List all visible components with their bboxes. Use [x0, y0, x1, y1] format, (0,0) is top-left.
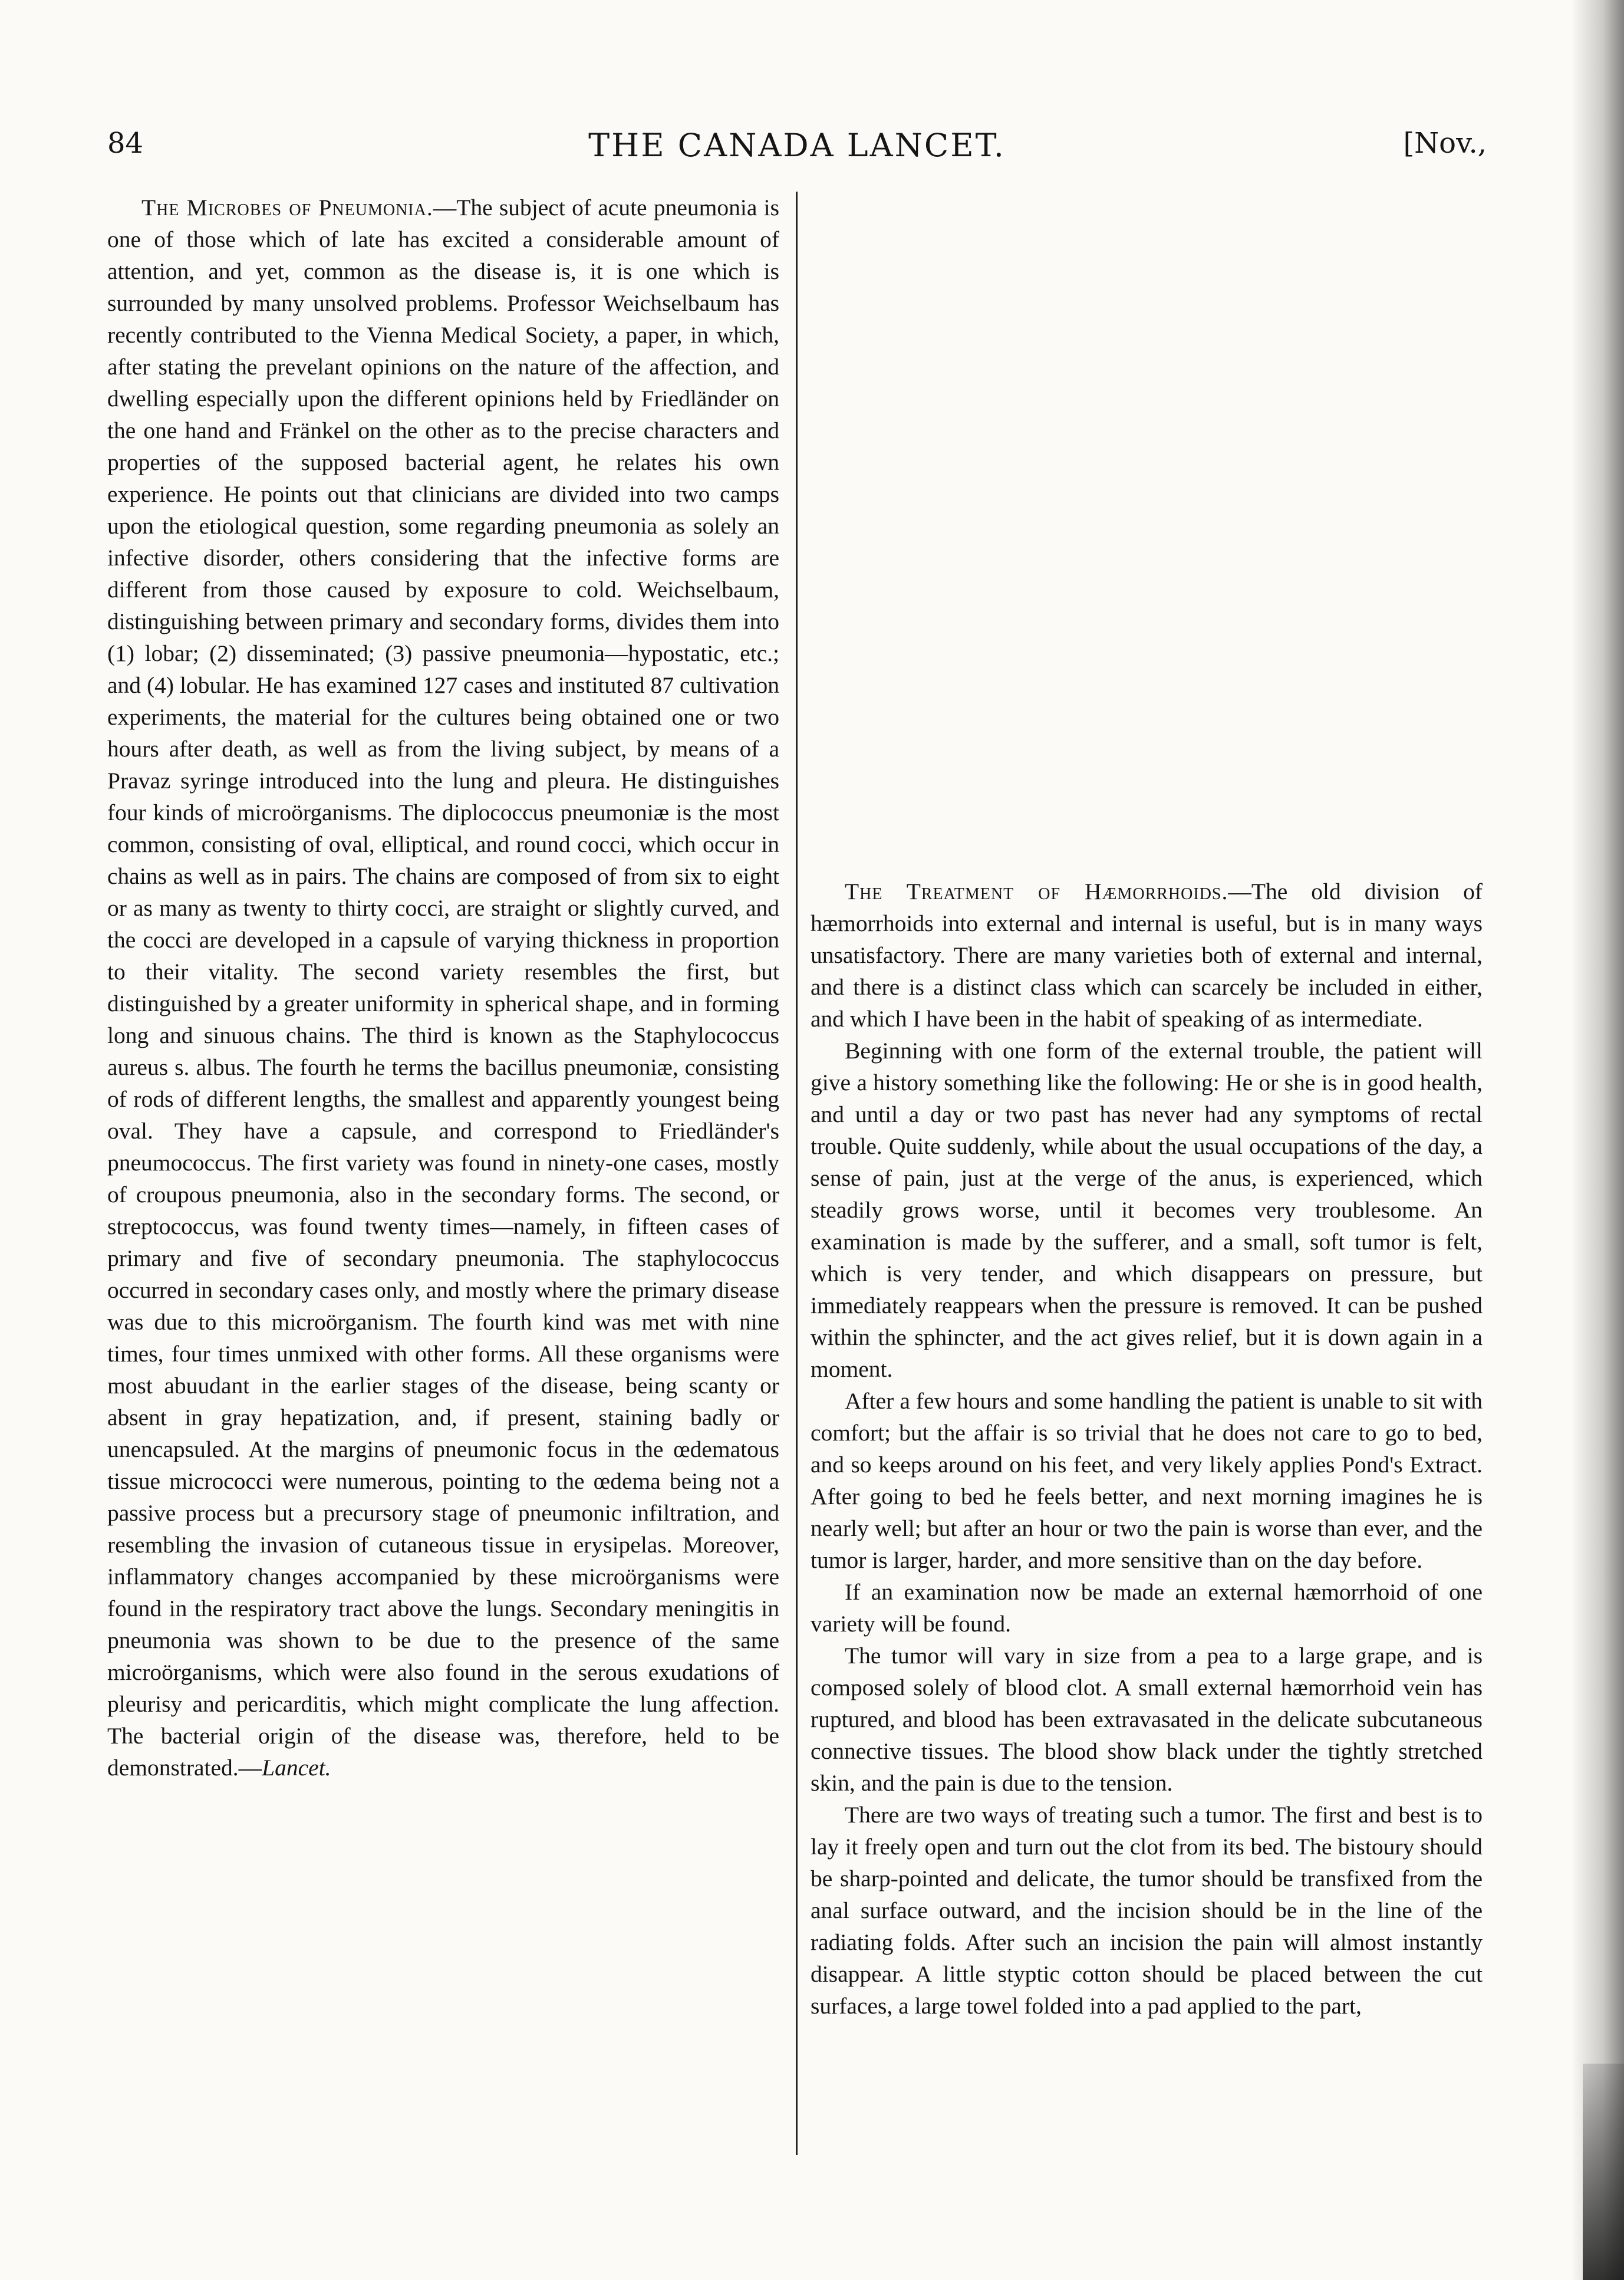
article-microbes	[107, 192, 779, 1784]
left-column	[107, 192, 779, 2155]
article-title: The Treatment of Hæmorrhoids.	[845, 879, 1228, 904]
left-article-overflow-space	[811, 192, 1483, 876]
paragraph: The tumor will vary in size from a pea to a large grape, and is composed solely of blood clot. A small external hæmorrhoid vein has ruptured, and blood has been extravasated in the delicate subcutaneous connective tissues. The blood show black under the tightly stretched skin, and the pain is due to the tension.	[811, 1643, 1483, 1796]
page-corner-shadow	[1583, 2064, 1624, 2280]
title-dash: —	[433, 195, 457, 221]
paragraph: If an examination now be made an external hæmorrhoid of one variety will be found.	[811, 1579, 1483, 1637]
article-haemorrhoids-intro	[811, 876, 1483, 1035]
paragraph: The old division of hæmorrhoids into external and internal is useful, but is in many ways unsatisfactory. There are many varieties both of external and internal, and there is a distinct class which can scarcely be included in either, and which I have been in the habit of speaking of as intermediate.	[811, 879, 1483, 1032]
right-column	[811, 192, 1483, 2155]
page-header	[107, 127, 1487, 174]
page-number: 84	[107, 127, 144, 160]
paragraph: After a few hours and some handling the patient is unable to sit with comfort; but the affair is so trivial that he does not care to go to bed, and so keeps around on his feet, and very likely applies Pond's Extract. After going to bed he feels better, and next morning imagines he is nearly well; but after an hour or two the pain is worse than ever, and the tumor is larger, harder, and more sensitive than on the day before.	[811, 1388, 1483, 1573]
issue-month: [Nov.,	[1403, 127, 1487, 160]
paragraph: Beginning with one form of the external trouble, the patient will give a history something like the following: He or she is in good health, and until a day or two past has never had any symptoms of rectal trouble. Quite suddenly, while about the usual occupations of the day, a sense of pain, just at the verge of the anus, is experienced, which steadily grows worse, until it becomes very troublesome. An examination is made by the sufferer, and a small, soft tumor is felt, which is very tender, and which disappears on pressure, but immediately reappears when the pressure is removed. It can be pushed within the sphincter, and the act gives relief, but it is down again in a moment.	[811, 1038, 1483, 1382]
title-dash: —	[1228, 879, 1251, 904]
article-title: The Microbes of Pneumonia.	[141, 195, 433, 221]
journal-title: THE CANADA LANCET.	[588, 127, 1006, 164]
column-divider	[796, 192, 798, 2155]
article-body: The subject of acute pneumonia is one of those which of late has excited a considerable amount of attention, and yet, common as the disease is, it is one which is surrounded by many unsolved problems. Professor Weichselbaum has recently contributed to the Vienna Medical Society, a paper, in which, after stating the prevelant opinions on the nature of the affection, and dwelling especially upon the different opinions held by Friedländer on the one hand and Fränkel on the other as to the precise characters and properties of the supposed bacterial agent, he relates his own experience. He points out that clinicians are divided into two camps upon the etiological question, some regarding pneumonia as solely an infective disorder, others considering that the infective forms are different from those caused by exposure to cold. Weichselbaum, distinguishing between primary and secondary forms, divides them into (1) lobar; (2) disseminated; (3) passive pneumonia—hypostatic, etc.; and (4) lobular. He has examined 127 cases and instituted 87 cultivation experiments, the material for the cultures being obtained one or two hours after death, as well as from the living subject, by means of a Pravaz syringe introduced into the lung and pleura. He distinguishes four kinds of microörganisms. The diplococcus pneumoniæ is the most common, consisting of oval, elliptical, and round cocci, which occur in chains as well as in pairs. The chains are composed of from six to eight or as many as twenty to thirty cocci, are straight or slightly curved, and the cocci are developed in a capsule of varying thickness in proportion to their vitality. The second variety resembles the first, but distinguished by a greater uniformity in spherical shape, and in forming long and sinuous chains. The third is known as the Staphylococcus aureus s. albus. The fourth he terms the bacillus pneumoniæ, consisting of rods of different lengths, the smallest and apparently youngest being oval. They have a capsule, and correspond to Friedländer's pneumococcus. The first variety was found in ninety-one cases, mostly of croupous pneumonia, also in the secondary forms. The second, or streptococcus, was found twenty times—namely, in fifteen cases of primary and five of secondary pneumonia. The staphylococcus occurred in secondary cases only, and mostly where the primary disease was due to this microörganism. The fourth kind was met with nine times, four times unmixed with other forms. All these organisms were most abuudant in the earlier stages of the disease, being scanty or absent in gray hepatization, and, if present, staining badly or unencapsuled. At the margins of pneumonic focus in the œdematous tissue micrococci were numerous, pointing to the œdema being not a passive process but a precursory stage of pneumonic infiltration, and resembling the invasion of cutaneous tissue in erysipelas. Moreover, inflammatory changes accompanied by these microörganisms were found in the respiratory tract above the lungs. Secondary meningitis in pneumonia was shown to be due to the presence of the same microörganisms, which were also found in the serous exudations of pleurisy and pericarditis, which might complicate the lung affection. The bacterial origin of the disease was, therefore, held to be demonstrated.—	[107, 195, 779, 1781]
paragraph: There are two ways of treating such a tumor. The first and best is to lay it freely open and turn out the clot from its bed. The bistoury should be sharp-pointed and delicate, the tumor should be transfixed from the anal surface outward, and the incision should be in the line of the radiating folds. After such an incision the pain will almost instantly disappear. A little styptic cotton should be placed between the cut surfaces, a large towel folded into a pad applied to the part,	[811, 1802, 1483, 2019]
page-edge-shadow	[1571, 0, 1624, 2280]
article-source: Lancet.	[262, 1755, 331, 1781]
